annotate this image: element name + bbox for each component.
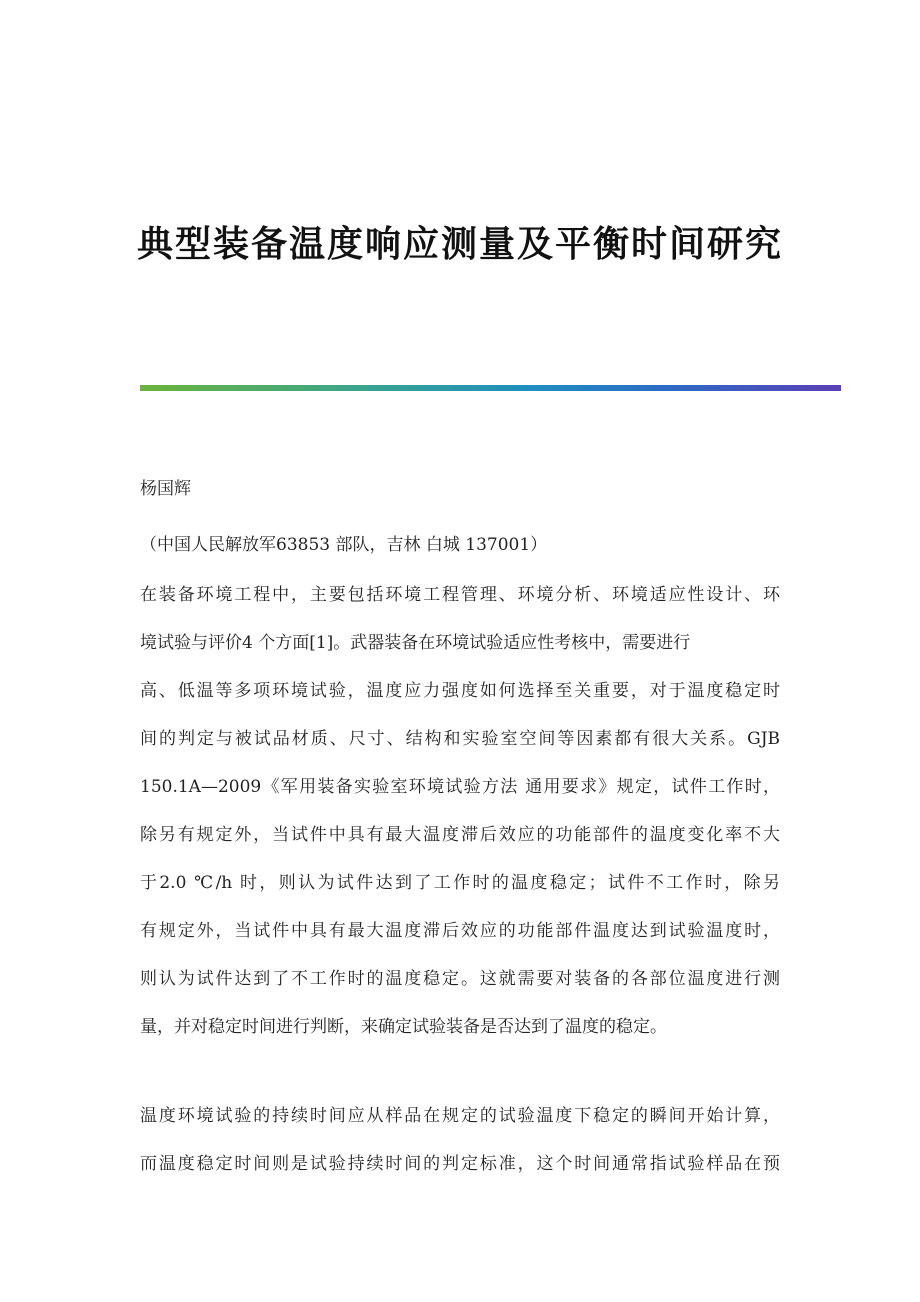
document-title: 典型装备温度响应测量及平衡时间研究 [136, 223, 783, 265]
paragraph-line: 于2.0 ℃/h 时，则认为试件达到了工作时的温度稳定；试件不工作时，除另 [140, 873, 780, 893]
paragraph-line: 高、低温等多项环境试验，温度应力强度如何选择至关重要，对于温度稳定时 [140, 681, 780, 701]
author-affiliation: （中国人民解放军63853 部队，吉林 白城 137001） [140, 535, 548, 555]
paragraph-line: 在装备环境工程中，主要包括环境工程管理、环境分析、环境适应性设计、环 [140, 585, 780, 605]
title-divider [140, 385, 841, 391]
paragraph-line: 量，并对稳定时间进行判断，来确定试验装备是否达到了温度的稳定。 [140, 1017, 667, 1037]
paragraph-line: 境试验与评价4 个方面[1]。武器装备在环境试验适应性考核中，需要进行 [140, 633, 691, 653]
paragraph-line: 温度环境试验的持续时间应从样品在规定的试验温度下稳定的瞬间开始计算， [140, 1106, 780, 1126]
paragraph-line: 150.1A—2009《军用装备实验室环境试验方法 通用要求》规定，试件工作时， [140, 777, 780, 797]
paragraph-line: 除另有规定外，当试件中具有最大温度滞后效应的功能部件的温度变化率不大 [140, 825, 780, 845]
paragraph-line: 间的判定与被试品材质、尺寸、结构和实验室空间等因素都有很大关系。GJB [140, 729, 780, 749]
paragraph-line: 而温度稳定时间则是试验持续时间的判定标准，这个时间通常指试验样品在预 [140, 1154, 780, 1174]
paragraph-line: 则认为试件达到了不工作时的温度稳定。这就需要对装备的各部位温度进行测 [140, 969, 780, 989]
body-paragraph-2 [140, 1104, 780, 1200]
paragraph-line: 有规定外，当试件中具有最大温度滞后效应的功能部件温度达到试验温度时， [140, 921, 780, 941]
body-paragraph-1 [140, 583, 780, 1063]
author-name: 杨国辉 [140, 479, 191, 499]
